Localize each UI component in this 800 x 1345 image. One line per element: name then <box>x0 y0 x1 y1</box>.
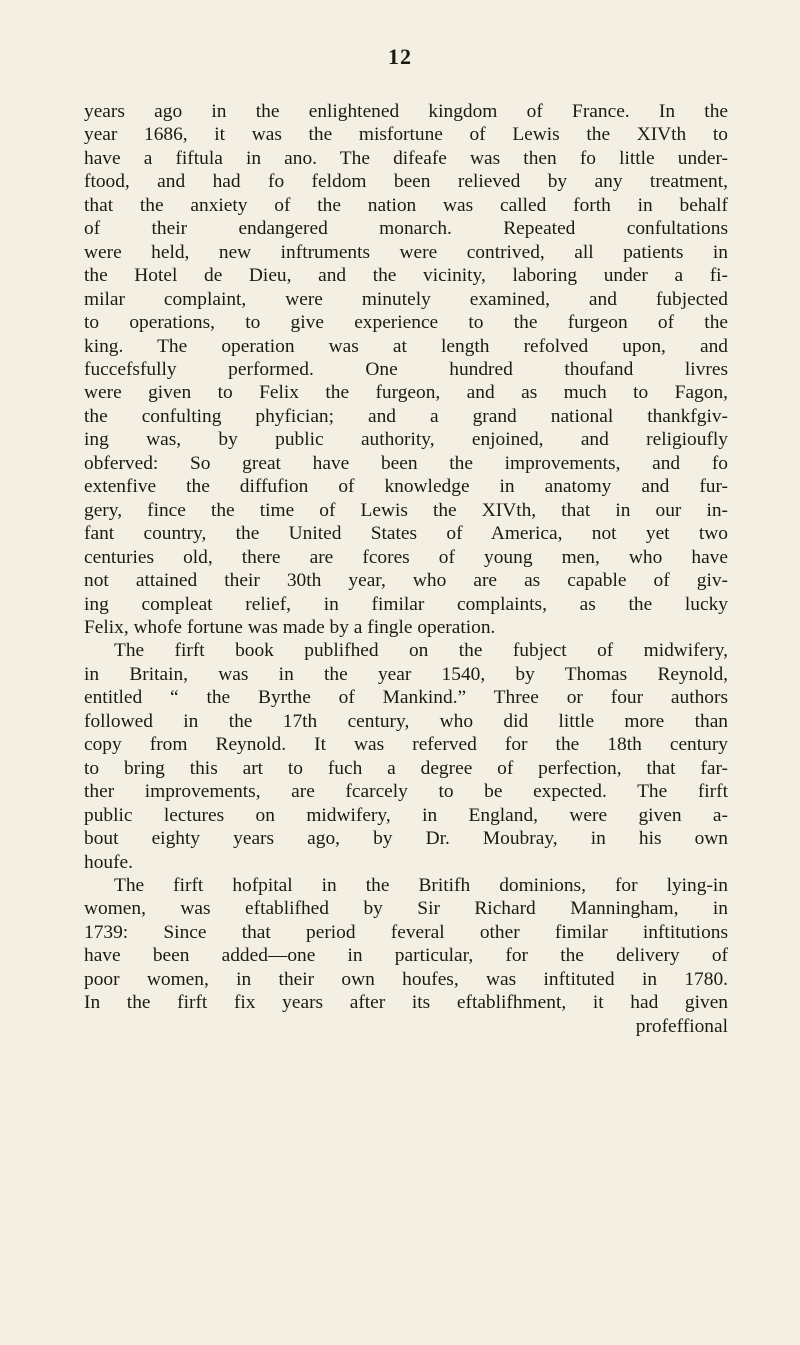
text-line: were given to Felix the furgeon, and as much to Fagon, <box>84 382 728 404</box>
text-line: to bring this art to fuch a degree of perfection, that far- <box>84 757 728 779</box>
text-line: have been added—one in particular, for the delivery of <box>84 945 728 967</box>
text-line: houfe. <box>84 851 133 873</box>
text-line: to operations, to give experience to the furgeon of the <box>84 312 728 334</box>
text-line: gery, fince the time of Lewis the XIVth, that in our in- <box>84 499 728 521</box>
text-line: The firft hofpital in the Britifh dominions, for lying-in <box>114 874 728 896</box>
text-line: king. The operation was at length refolved upon, and <box>84 335 728 357</box>
text-line: ftood, and had fo feldom been relieved by any treatment, <box>84 171 728 193</box>
text-line: years ago in the enlightened kingdom of France. In the <box>84 101 728 122</box>
text-line: of their endangered monarch. Repeated confultations <box>84 218 728 240</box>
text-line: centuries old, there are fcores of young men, who have <box>84 546 728 568</box>
text-line: women, was eftablifhed by Sir Richard Manningham, in <box>84 898 728 920</box>
text-line: entitled “ the Byrthe of Mankind.” Three or four authors <box>84 687 728 709</box>
text-line: have a fiftula in ano. The difeafe was then fo little under- <box>84 147 728 169</box>
text-line: poor women, in their own houfes, was inftituted in 1780. <box>84 968 728 990</box>
text-line: ing was, by public authority, enjoined, and religioufly <box>84 429 728 451</box>
text-line: Felix, whofe fortune was made by a fingle operation. <box>84 616 496 638</box>
page-number: 12 <box>388 44 412 69</box>
text-line: ing compleat relief, in fimilar complaints, as the lucky <box>84 593 728 615</box>
text-line: not attained their 30th year, who are as capable of giv- <box>84 570 728 592</box>
text-line: year 1686, it was the misfortune of Lewis the XIVth to <box>84 124 728 146</box>
text-line: fuccefsfully performed. One hundred thoufand livres <box>84 358 728 380</box>
text-line: followed in the 17th century, who did little more than <box>84 710 728 732</box>
text-line: 1739: Since that period feveral other fimilar inftitutions <box>84 921 728 943</box>
text-line: were held, new inftruments were contrived, all patients in <box>84 241 728 263</box>
text-line: that the anxiety of the nation was called forth in behalf <box>84 194 728 216</box>
catchword: profeffional <box>635 1015 728 1037</box>
text-line: In the firft fix years after its eftablifhment, it had given <box>84 992 728 1014</box>
text-line: obferved: So great have been the improvements, and fo <box>84 452 728 474</box>
text-line: milar complaint, were minutely examined, and fubjected <box>84 288 728 310</box>
text-line: the Hotel de Dieu, and the vicinity, laboring under a fi- <box>84 265 728 287</box>
text-line: ther improvements, are fcarcely to be expected. The firft <box>84 781 728 803</box>
text-line: in Britain, was in the year 1540, by Thomas Reynold, <box>84 663 728 685</box>
text-line: bout eighty years ago, by Dr. Moubray, in his own <box>84 828 728 850</box>
text-line: fant country, the United States of America, not yet two <box>84 523 728 545</box>
text-line: extenfive the diffufion of knowledge in anatomy and fur- <box>84 476 728 498</box>
body-text <box>84 100 728 1038</box>
text-line: copy from Reynold. It was referved for the 18th century <box>84 734 728 756</box>
text-line: public lectures on midwifery, in England, were given a- <box>84 804 728 826</box>
text-line: The firft book publifhed on the fubject of midwifery, <box>114 640 728 662</box>
text-line: the confulting phyfician; and a grand national thankfgiv- <box>84 405 728 427</box>
